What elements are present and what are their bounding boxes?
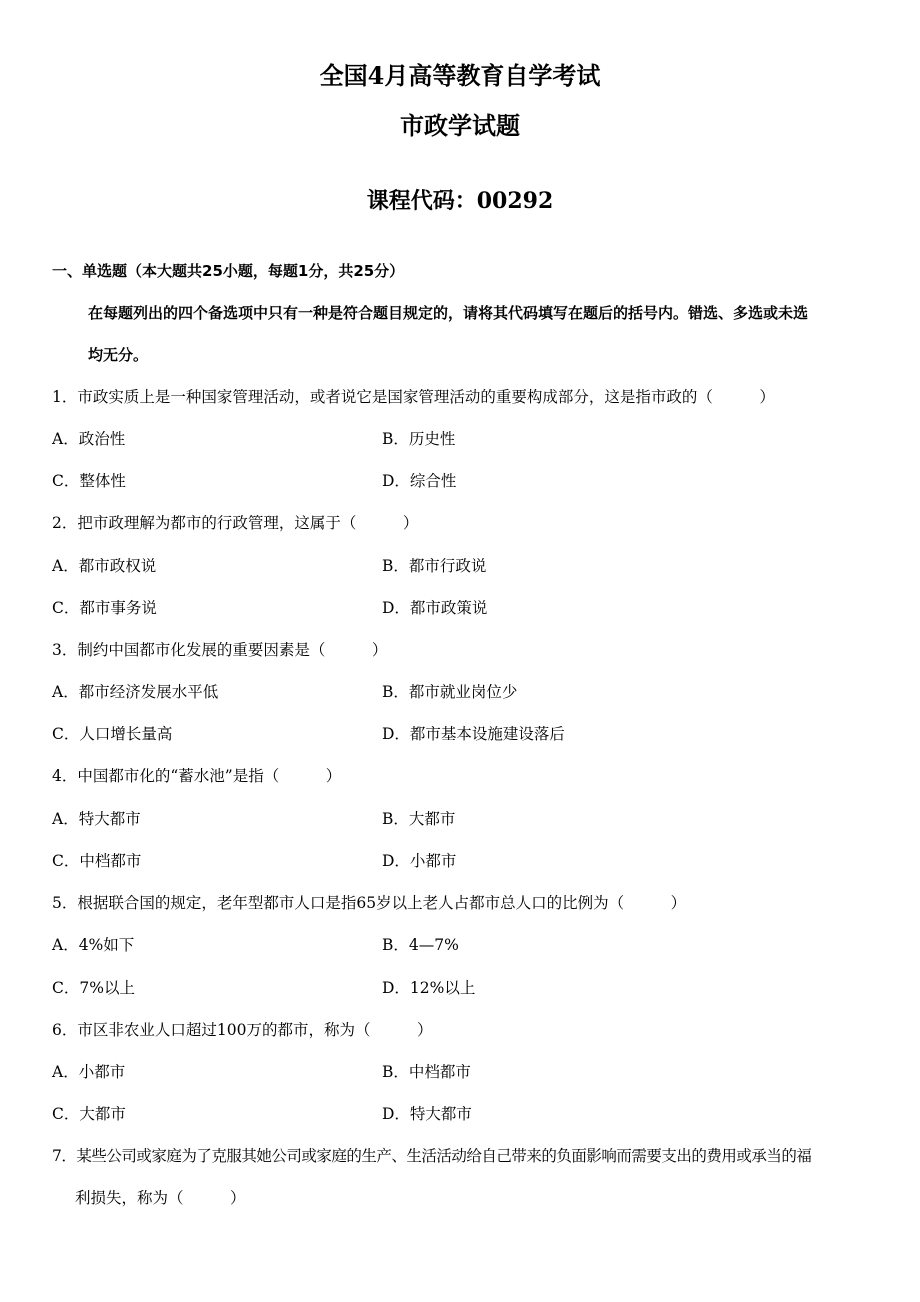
section-instruction: 在每题列出的四个备选项中只有一种是符合题目规定的，请将其代码填写在题后的括号内。错选、多选或未选 — [88, 304, 809, 322]
question-6-option-d: D．特大都市 — [382, 1105, 472, 1123]
question-1-option-c: C．整体性 — [52, 472, 126, 490]
question-4-option-d: D．小都市 — [382, 852, 457, 870]
question-5-option-a: A．4%如下 — [52, 936, 135, 954]
question-1-stem: 1．市政实质上是一种国家管理活动，或者说它是国家管理活动的重要构成部分，这是指市政的（ ） — [52, 388, 775, 406]
question-3-option-a: A．都市经济发展水平低 — [52, 683, 219, 701]
question-1-option-a: A．政治性 — [52, 430, 126, 448]
exam-title: 全国4月高等教育自学考试 — [319, 61, 601, 90]
question-3-option-c: C．人口增长量高 — [52, 725, 173, 743]
question-3-option-d: D．都市基本设施建设落后 — [382, 725, 565, 743]
question-3-stem: 3．制约中国都市化发展的重要因素是（ ） — [52, 641, 388, 659]
question-1-option-d: D．综合性 — [382, 472, 457, 490]
question-5-option-d: D．12%以上 — [382, 979, 476, 997]
section-heading: 一、单选题（本大题共25小题，每题1分，共25分） — [52, 262, 405, 280]
subject-title: 市政学试题 — [400, 111, 520, 140]
question-3-option-b: B．都市就业岗位少 — [382, 683, 518, 701]
question-5-option-c: C．7%以上 — [52, 979, 135, 997]
course-code: 课程代码：00292 — [366, 188, 554, 214]
question-6-option-a: A．小都市 — [52, 1063, 126, 1081]
section-instruction-cont: 均无分。 — [88, 346, 149, 364]
question-1-option-b: B．历史性 — [382, 430, 456, 448]
question-7-stem: 7．某些公司或家庭为了克服其她公司或家庭的生产、生活活动给自己带来的负面影响而需要支出的费用或承当的福 — [52, 1147, 812, 1165]
question-6-stem: 6．市区非农业人口超过100万的都市，称为（ ） — [52, 1021, 433, 1039]
question-2-option-d: D．都市政策说 — [382, 599, 488, 617]
question-5-option-b: B．4—7% — [382, 936, 459, 954]
question-4-option-b: B．大都市 — [382, 810, 456, 828]
question-2-option-b: B．都市行政说 — [382, 557, 487, 575]
question-6-option-c: C．大都市 — [52, 1105, 126, 1123]
question-4-option-a: A．特大都市 — [52, 810, 141, 828]
question-4-stem: 4．中国都市化的“蓄水池”是指（ ） — [52, 767, 342, 785]
question-4-option-c: C．中档都市 — [52, 852, 142, 870]
question-2-option-a: A．都市政权说 — [52, 557, 157, 575]
question-2-stem: 2．把市政理解为都市的行政管理，这属于（ ） — [52, 514, 419, 532]
question-5-stem: 5．根据联合国的规定，老年型都市人口是指65岁以上老人占都市总人口的比例为（ ） — [52, 894, 687, 912]
question-6-option-b: B．中档都市 — [382, 1063, 471, 1081]
question-7-stem-cont: 利损失，称为（ ） — [75, 1189, 246, 1207]
question-2-option-c: C．都市事务说 — [52, 599, 157, 617]
